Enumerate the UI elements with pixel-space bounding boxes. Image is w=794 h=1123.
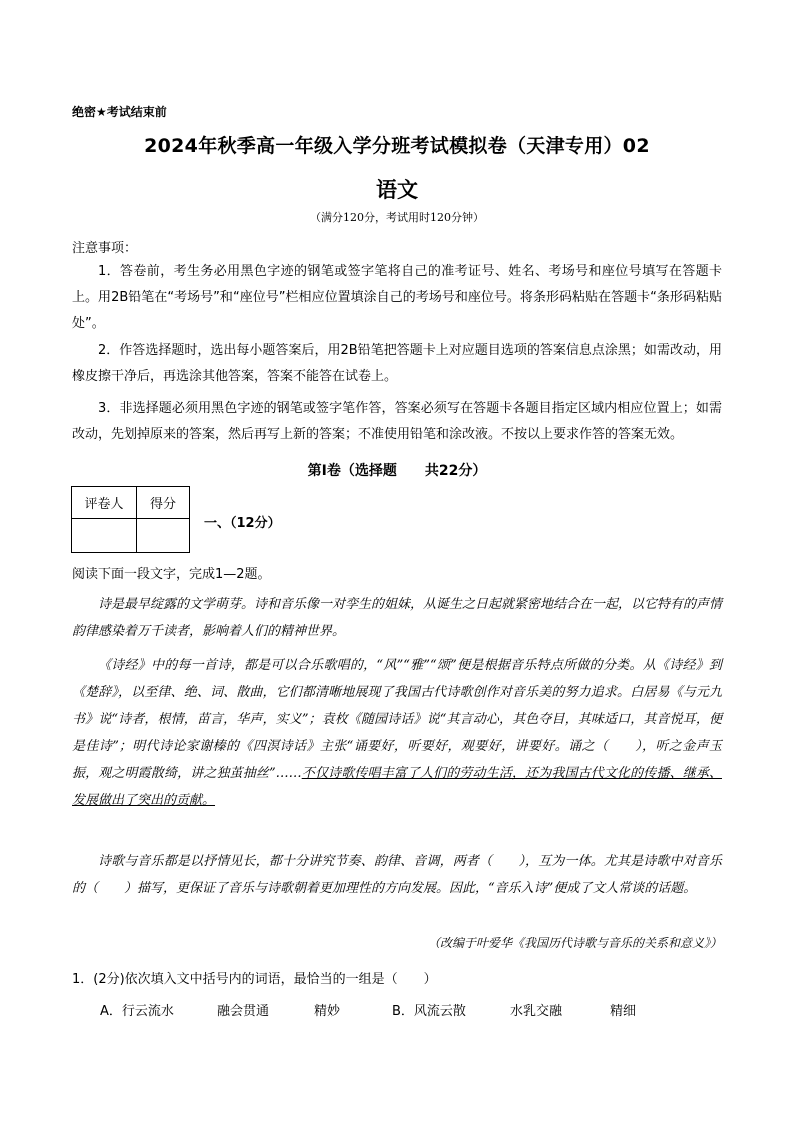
note-item-2: 2．作答选择题时，选出每小题答案后，用2B铅笔把答题卡上对应题目选项的答案信息点涂黑；如需改动，用橡皮擦干净后，再选涂其他答案，答案不能答在试卷上。 (72, 343, 722, 384)
question-1-stem: 1．(2分)依次填入文中括号内的词语，最恰当的一组是（ ） (72, 972, 437, 987)
notes-heading: 注意事项： (72, 241, 138, 256)
passage-paragraph-1: 诗是最早绽露的文学萌芽。诗和音乐像一对孪生的姐妹，从诞生之日起就紧密地结合在一起，以它特有的声情韵律感染着万千读者，影响着人们的精神世界。 (72, 597, 723, 639)
score-header: 得分 (137, 487, 190, 519)
passage-source: （改编于叶爱华《我国历代诗歌与音乐的关系和意义》） (427, 936, 722, 950)
grader-header: 评卷人 (72, 487, 137, 519)
question-1-options (100, 1000, 660, 1020)
note-item-3: 3．非选择题必须用黑色字迹的钢笔或签字笔作答，答案必须写在答题卡各题目指定区域内相应位置上；如需改动，先划掉原来的答案，然后再写上新的答案；不准使用铅笔和涂改液。不按以上要求作答的答案无效。 (72, 401, 722, 442)
underlined-sentence: 不仅诗歌传唱丰富了人们的劳动生活，还为我国古代文化的传播、继承、发展做出了突出的贡献。 (72, 766, 722, 808)
page-title: 2024年秋季高一年级入学分班考试模拟卷（天津专用）02 (144, 135, 650, 157)
grader-table (71, 486, 190, 553)
question-heading: 一、（12分） (204, 516, 281, 531)
passage-p2-text: 《诗经》中的每一首诗，都是可以合乐歌唱的，“风”“雅”“颂”便是根据音乐特点所做的分类。从《诗经》到《楚辞》，以至律、绝、词、散曲，它们都清晰地展现了我国古代诗歌创作对音乐美的努力追求。白居易《与元九书》说“诗者，根情，苗言，华声，实义”；袁枚《随园诗话》说“其言动心，其色夺目，其味适口，其音悦耳，便是佳诗”；明代诗论家谢榛的《四溟诗话》主张“诵要好，听要好，观要好，讲要好。诵之（ ），听之金声玉振，观之明霞散绮，讲之独茧抽丝”…… (72, 658, 722, 781)
score-cell (137, 519, 190, 553)
option-b-word-3: 精细 (610, 1004, 637, 1019)
option-a-word-3: 精妙 (314, 1004, 341, 1019)
passage-paragraph-2 (72, 652, 722, 814)
confidential-label: 绝密★考试结束前 (72, 105, 167, 119)
reading-instruction: 阅读下面一段文字，完成1—2题。 (72, 567, 271, 582)
option-a-word-2: 融会贯通 (217, 1004, 270, 1019)
passage-paragraph-3: 诗歌与音乐都是以抒情见长，都十分讲究节奏、韵律、音调，两者（ ），互为一体。尤其是诗歌中对音乐的（ ）描写，更保证了音乐与诗歌朝着更加理性的方向发展。因此，“音乐入诗”便成了文人常谈的话题。 (72, 854, 722, 896)
note-item-1: 1．答卷前，考生务必用黑色字迹的钢笔或签字笔将自己的准考证号、姓名、考场号和座位号填写在答题卡上。用2B铅笔在“考场号”和“座位号”栏相应位置填涂自己的考场号和座位号。将条形码粘贴在答题卡“条形码粘贴处”。 (72, 264, 722, 331)
option-b-word-1: B．风流云散 (392, 1004, 466, 1019)
subject-title: 语文 (376, 178, 418, 202)
grader-cell (72, 519, 137, 553)
option-a-word-1: A．行云流水 (100, 1004, 174, 1019)
option-b-word-2: 水乳交融 (510, 1004, 563, 1019)
score-info: （满分120分，考试用时120分钟） (310, 211, 484, 224)
section-heading: 第Ⅰ卷（选择题 共22分） (307, 463, 487, 479)
